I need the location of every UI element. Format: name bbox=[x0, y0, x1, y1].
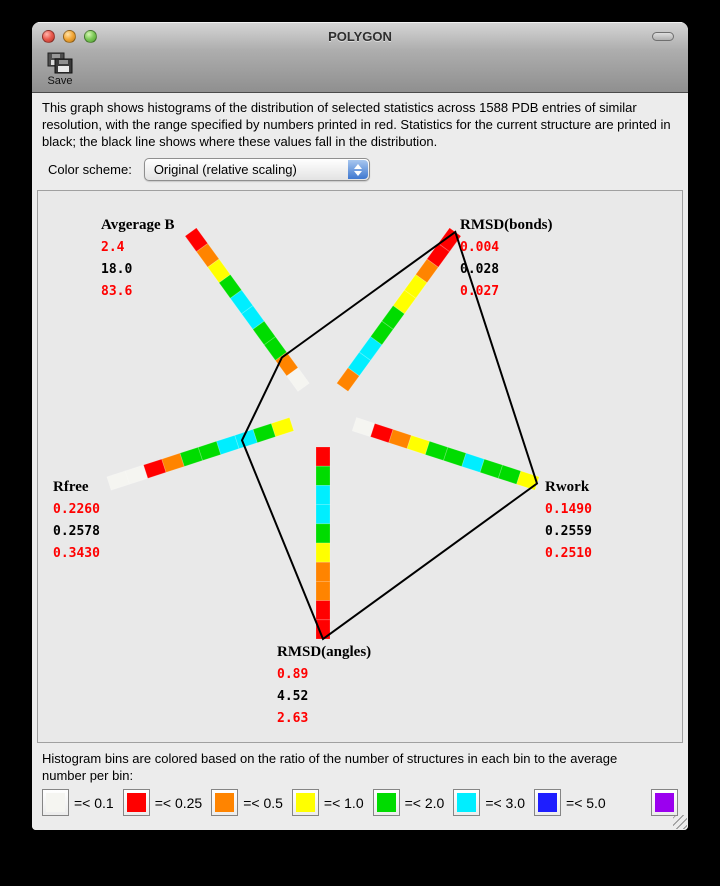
axis-max: 83.6 bbox=[101, 284, 133, 299]
legend-bin-yellow bbox=[292, 789, 364, 816]
color-scheme-select[interactable] bbox=[144, 158, 370, 181]
legend-swatch-cyan bbox=[453, 789, 480, 816]
axis-max: 2.63 bbox=[277, 711, 309, 726]
axis-value: 18.0 bbox=[101, 262, 133, 277]
axis-label: RMSD(angles) bbox=[277, 644, 372, 660]
axis-value: 0.2559 bbox=[545, 524, 592, 539]
legend-bin-label: =< 0.25 bbox=[154, 794, 203, 811]
legend-bin-label: =< 0.5 bbox=[243, 794, 283, 811]
legend-bin-green bbox=[373, 789, 445, 816]
color-scheme-value: Original (relative scaling) bbox=[153, 162, 297, 177]
axis-label: RMSD(bonds) bbox=[460, 217, 553, 233]
legend-swatch-purple bbox=[651, 789, 678, 816]
toolbar-toggle-button[interactable] bbox=[652, 32, 674, 41]
axis-min: 2.4 bbox=[101, 240, 125, 255]
histogram-arm-0 bbox=[185, 228, 309, 392]
popup-stepper-icon bbox=[348, 160, 368, 179]
legend-swatch-white bbox=[42, 789, 69, 816]
axis-max: 0.027 bbox=[460, 284, 500, 299]
legend-row bbox=[42, 789, 678, 816]
stat-block-average-b bbox=[101, 217, 174, 303]
axis-min: 0.004 bbox=[460, 240, 500, 255]
polygon-window bbox=[32, 22, 688, 830]
stat-block-rwork bbox=[545, 479, 592, 565]
legend-description: Histogram bins are colored based on the ratio of the number of structures in each bin to the average number per bin: bbox=[42, 751, 618, 783]
color-scheme-label: Color scheme: bbox=[48, 162, 132, 177]
legend-swatch-red bbox=[123, 789, 150, 816]
polygon-plot bbox=[37, 190, 683, 743]
titlebar[interactable] bbox=[32, 22, 688, 50]
legend-bin-white bbox=[42, 789, 114, 816]
save-button-label: Save bbox=[47, 75, 73, 87]
legend-bin-label: =< 1.0 bbox=[323, 794, 364, 811]
histogram-arm-1 bbox=[337, 228, 461, 392]
legend-swatch-yellow bbox=[292, 789, 319, 816]
axis-min: 0.2260 bbox=[53, 502, 100, 517]
axis-label: Avgerage B bbox=[101, 217, 175, 233]
legend-swatch-orange bbox=[211, 789, 238, 816]
axis-max: 0.3430 bbox=[53, 546, 100, 561]
legend-bin-blue bbox=[534, 789, 606, 816]
legend-bin-red bbox=[123, 789, 203, 816]
axis-max: 0.2510 bbox=[545, 546, 592, 561]
stat-block-rmsd-bonds bbox=[460, 217, 553, 303]
description-text: This graph shows histograms of the distribution of selected statistics across 1588 PDB entries of similar resolution, with the range specified by numbers printed in red. Statistics for the current structure are printed in black; the black line shows where these values fall in the distribution. bbox=[42, 100, 671, 149]
legend-bin-label: =< 0.1 bbox=[74, 794, 114, 811]
axis-value: 4.52 bbox=[277, 689, 309, 704]
axis-label: Rwork bbox=[545, 479, 590, 495]
legend-bin-label: =< 5.0 bbox=[566, 794, 606, 811]
legend-bin-purple bbox=[651, 789, 678, 816]
stat-block-rfree bbox=[53, 479, 100, 565]
legend-swatch-blue bbox=[534, 789, 561, 816]
histogram-arm-4 bbox=[107, 418, 294, 491]
axis-value: 0.028 bbox=[460, 262, 500, 277]
legend-bin-cyan bbox=[453, 789, 525, 816]
axis-min: 0.89 bbox=[277, 667, 309, 682]
axis-min: 0.1490 bbox=[545, 502, 592, 517]
legend-bin-label: =< 3.0 bbox=[485, 794, 526, 811]
legend-swatch-green bbox=[373, 789, 400, 816]
legend-panel bbox=[32, 743, 688, 830]
resize-grip[interactable] bbox=[673, 815, 687, 829]
save-icon bbox=[47, 52, 73, 74]
stat-block-rmsd-angles bbox=[277, 644, 371, 730]
save-button[interactable] bbox=[42, 52, 78, 91]
toolbar bbox=[32, 50, 688, 93]
window-title: POLYGON bbox=[328, 29, 392, 44]
color-scheme-row bbox=[48, 158, 370, 181]
legend-bin-orange bbox=[211, 789, 283, 816]
axis-value: 0.2578 bbox=[53, 524, 100, 539]
histogram-arm-3 bbox=[316, 447, 330, 639]
legend-bin-label: =< 2.0 bbox=[404, 794, 445, 811]
histogram-arm-2 bbox=[352, 418, 539, 491]
axis-label: Rfree bbox=[53, 479, 89, 495]
